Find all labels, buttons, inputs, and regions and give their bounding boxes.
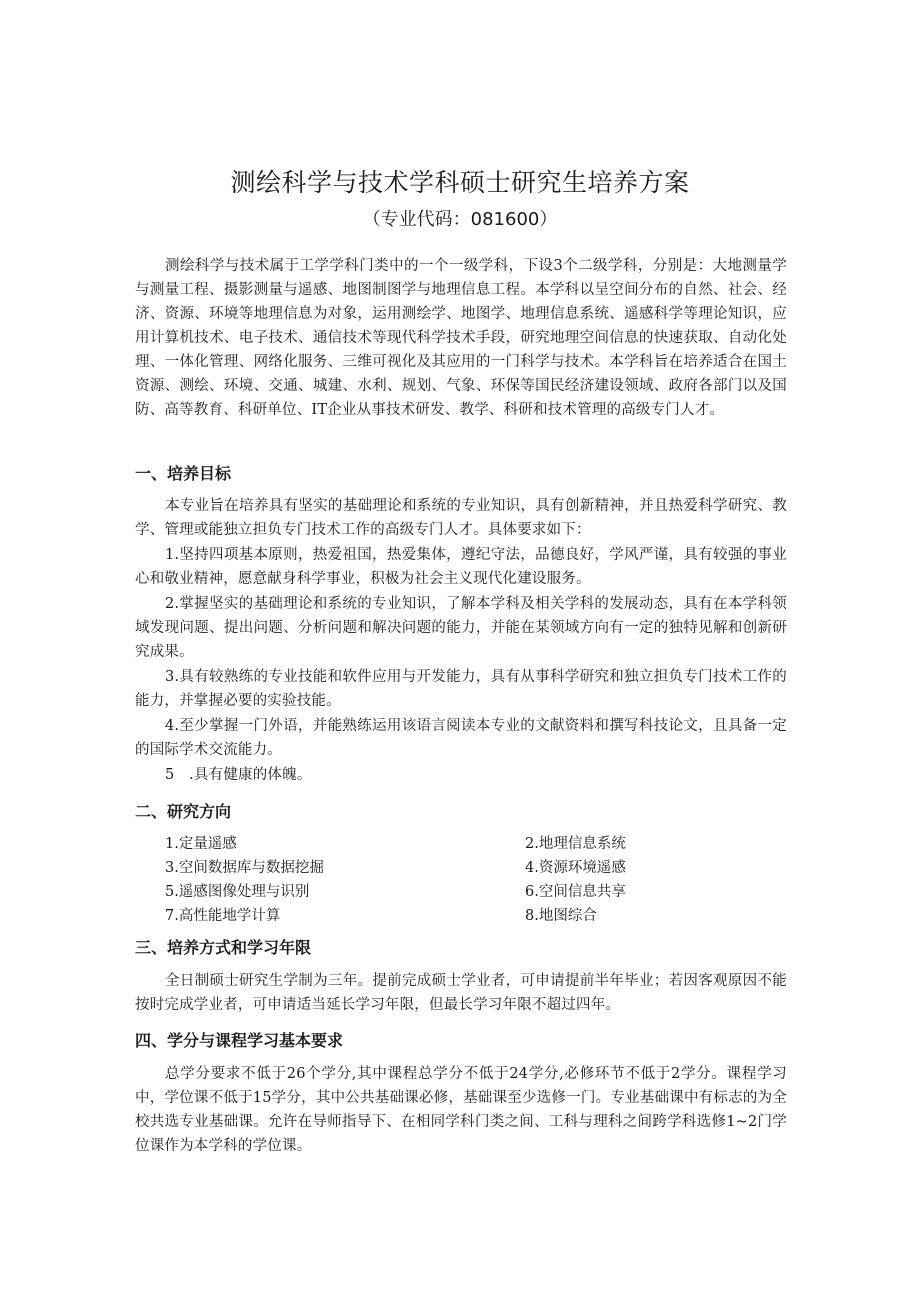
research-direction-item: 1.定量遥感 [165,836,237,852]
training-goal-item: 5 .具有健康的体魄。 [165,767,312,783]
research-direction-item: 4.资源环境遥感 [525,860,626,876]
training-goal-item: 4.至少掌握一门外语，并能熟练运用该语言阅读本专业的文献资料和撰写科技论文，且具备一定的国际学术交流能力。 [135,718,787,758]
research-direction-item: 6.空间信息共享 [525,884,626,900]
training-mode-paragraph: 全日制硕士研究生学制为三年。提前完成硕士学业者，可申请提前半年毕业；若因客观原因不能按时完成学业者，可申请适当延长学习年限，但最长学习年限不超过四年。 [135,973,787,1013]
intro-paragraph: 测绘科学与技术属于工学学科门类中的一个一级学科，下设3个二级学科，分别是：大地测量学与测量工程、摄影测量与遥感、地图制图学与地理信息工程。本学科以呈空间分布的自然、社会、经济、资源、环境等地理信息为对象，运用测绘学、地图学、地理信息系统、遥感科学等理论知识，应用计算机技术、电子技术、通信技术等现代科学技术手段，研究地理空间信息的快速获取、自动化处理、一体化管理、网络化服务、三维可视化及其应用的一门科学与技术。本学科旨在培养适合在国土资源、测绘、环境、交通、城建、水利、规划、气象、环保等国民经济建设领域、政府各部门以及国防、高等教育、科研单位、IT企业从事技术研发、教学、科研和技术管理的高级专门人才。 [135,258,787,418]
section-heading-research-directions: 二、研究方向 [135,802,232,821]
section-heading-credits: 四、学分与课程学习基本要求 [135,1031,344,1050]
research-direction-item: 2.地理信息系统 [525,836,626,852]
document-title: 测绘科学与技术学科硕士研究生培养方案 [230,167,690,197]
research-direction-item: 3.空间数据库与数据挖掘 [165,860,324,876]
research-direction-item: 7.高性能地学计算 [165,908,281,924]
section-heading-training-goals: 一、培养目标 [135,464,232,483]
section-heading-training-mode: 三、培养方式和学习年限 [135,938,312,957]
training-goal-item: 3.具有较熟练的专业技能和软件应用与开发能力，具有从事科学研究和独立担负专门技术工作的能力，并掌握必要的实验技能。 [135,669,787,709]
major-code: （专业代码：081600） [362,209,558,230]
research-direction-item: 5.遥感图像处理与识别 [165,884,310,900]
training-goal-item: 2.掌握坚实的基础理论和系统的专业知识，了解本学科及相关学科的发展动态，具有在本学科领域发现问题、提出问题、分析问题和解决问题的能力，并能在某领域方向有一定的独特见解和创新研究成果。 [135,596,787,660]
research-direction-item: 8.地图综合 [525,908,597,924]
training-goal-item: 1.坚持四项基本原则，热爱祖国，热爱集体，遵纪守法，品德良好，学风严谨，具有较强的事业心和敬业精神，愿意献身科学事业，积极为社会主义现代化建设服务。 [135,547,787,587]
credits-paragraph: 总学分要求不低于26个学分,其中课程总学分不低于24学分,必修环节不低于2学分。课程学习中，学位课不低于15学分，其中公共基础课必修，基础课至少选修一门。专业基础课中有标志的为全校共选专业基础课。允许在导师指导下、在相同学科门类之间、工科与理科之间跨学科选修1~2门学位课作为本学科的学位课。 [135,1066,787,1154]
training-goals-intro: 本专业旨在培养具有坚实的基础理论和系统的专业知识，具有创新精神，并且热爱科学研究、教学、管理或能独立担负专门技术工作的高级专门人才。具体要求如下： [135,498,787,538]
